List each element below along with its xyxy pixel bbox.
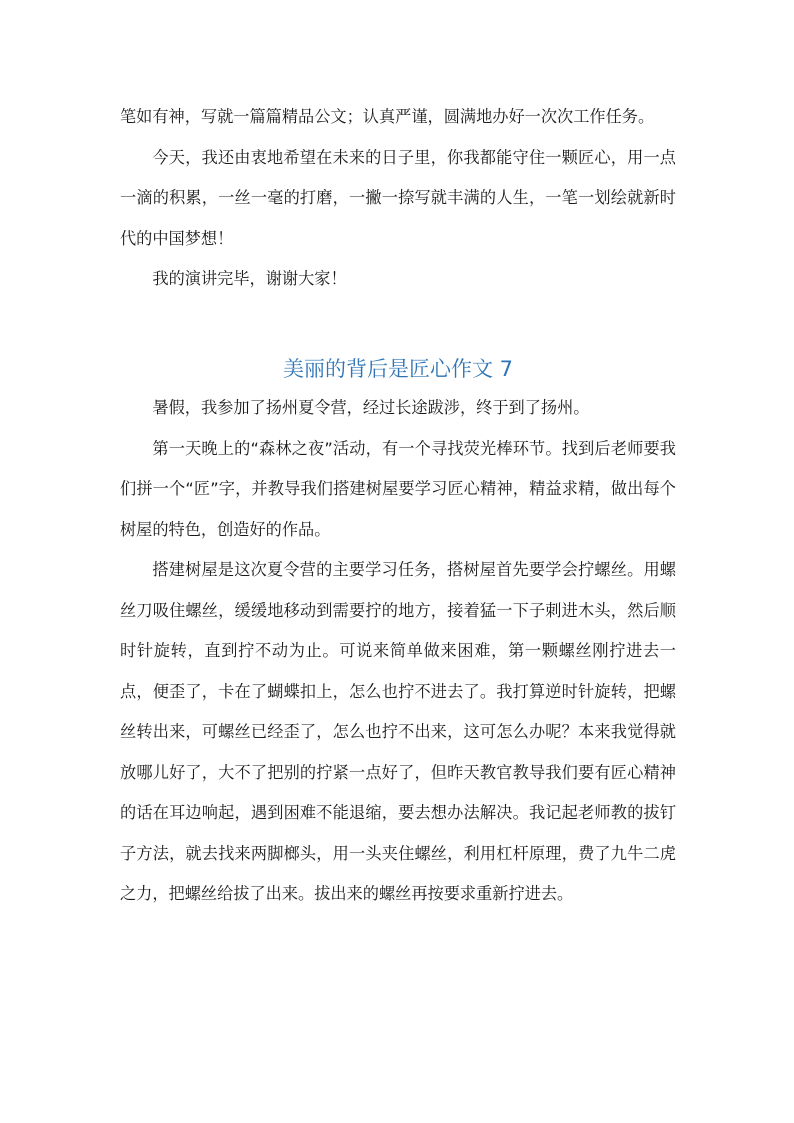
essay-body-section: [120, 388, 676, 915]
paragraph-continuation: 笔如有神，写就一篇篇精品公文；认真严谨，圆满地办好一次次工作任务。: [120, 107, 655, 126]
essay-title: 美丽的背后是匠心作文 7: [282, 357, 514, 381]
speech-ending-section: [120, 97, 676, 300]
paragraph-hope: 今天，我还由衷地希望在未来的日子里，你我都能守住一颗匠心，用一点一滴的积累，一丝一毫的打磨，一撇一捺写就丰满的人生，一笔一划绘就新时代的中国梦想！: [120, 147, 676, 248]
paragraph-summer-camp: 暑假，我参加了扬州夏令营，经过长途跋涉，终于到了扬州。: [152, 398, 590, 417]
paragraph-closing: 我的演讲完毕，谢谢大家！: [152, 269, 347, 288]
paragraph-forest-night: 第一天晚上的“森林之夜”活动，有一个寻找荧光棒环节。找到后老师要我们拼一个“匠”字，并教导我们搭建树屋要学习匠心精神，精益求精，做出每个树屋的特色，创造好的作品。: [120, 438, 676, 539]
paragraph-tree-house: 搭建树屋是这次夏令营的主要学习任务，搭树屋首先要学会拧螺丝。用螺丝刀吸住螺丝，缓缓地移动到需要拧的地方，接着猛一下子刺进木头，然后顺时针旋转，直到拧不动为止。可说来简单做来困难，第一颗螺丝刚拧进去一点，便歪了，卡在了蝴蝶扣上，怎么也拧不进去了。我打算逆时针旋转，把螺丝转出来，可螺丝已经歪了，怎么也拧不出来，这可怎么办呢？本来我觉得就放哪儿好了，大不了把别的拧紧一点好了，但昨天教官教导我们要有匠心精神的话在耳边响起，遇到困难不能退缩，要去想办法解决。我记起老师教的拔钉子方法，就去找来两脚榔头，用一头夹住螺丝，利用杠杆原理，费了九牛二虎之力，把螺丝给拔了出来。拔出来的螺丝再按要求重新拧进去。: [120, 560, 676, 903]
